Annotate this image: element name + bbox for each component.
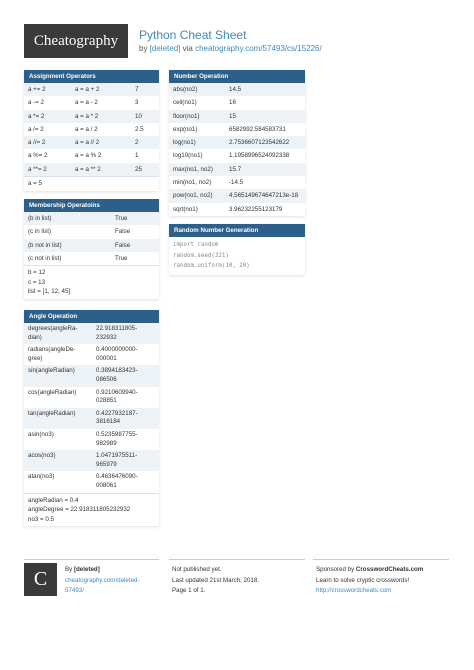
code-line: random.uniform(10, 20): [173, 263, 250, 269]
cell-result: 1: [135, 152, 139, 160]
table-row: [24, 408, 159, 429]
assignment-note: a = 5: [24, 176, 159, 191]
cell-expression: a %= 2: [28, 152, 48, 160]
cell-result: 7: [135, 86, 139, 93]
cell-text: 086506: [96, 375, 117, 383]
cell-function: ceil(no1): [173, 99, 197, 107]
table-row: [24, 96, 159, 109]
cell-text: acos(no3): [28, 452, 56, 460]
by-prefix: by: [139, 44, 148, 53]
footer-author-line: [65, 565, 140, 576]
table-row: [169, 83, 305, 96]
membership-note: list = [1, 12, 45]: [28, 288, 71, 296]
table-row: [24, 365, 159, 386]
table-row: [24, 136, 159, 149]
random-heading: Random Number Generation: [169, 224, 305, 237]
cell-result: [92, 473, 159, 490]
cell-result: 1.1958996524092338: [229, 152, 290, 160]
table-row: [24, 429, 159, 450]
membership-note: b = 12: [28, 269, 46, 277]
table-row: [24, 83, 159, 96]
cell-expression: a /= 2: [28, 125, 44, 133]
footer-sponsor-block: [316, 565, 423, 597]
page-number: Page 1 of 1.: [172, 587, 206, 594]
last-updated: Last updated 21st March, 2018.: [172, 576, 260, 584]
cell-text: 0.3894183423-: [96, 367, 138, 375]
number-panel: [169, 70, 305, 216]
table-row: [24, 239, 159, 252]
footer-divider: [169, 559, 305, 560]
cheatography-logo[interactable]: Cheatography: [24, 24, 128, 58]
cell-function: pow(no1, no2): [173, 192, 213, 200]
sponsor-prefix: Sponsored by: [316, 566, 355, 573]
sponsor-line: [316, 565, 423, 576]
cell-expression: (b not in list): [28, 241, 62, 249]
table-row: [169, 203, 305, 216]
footer-divider: [24, 559, 159, 560]
angle-note: angleDegree = 22.918311805232932: [28, 506, 131, 513]
sponsor-tagline: Learn to solve cryptic crosswords!: [316, 576, 410, 584]
cell-expression: (c not in list): [28, 254, 62, 262]
cell-text: dian): [28, 333, 42, 341]
table-row: [24, 450, 159, 471]
random-code-block: [169, 237, 305, 275]
cell-function: [24, 431, 92, 440]
cell-text: 0.4636476090-: [96, 473, 138, 481]
code-line: random.seed(321): [173, 252, 229, 259]
table-row: [24, 225, 159, 238]
cell-result: 15: [229, 112, 236, 120]
angle-note: angleRadian = 0.4: [28, 496, 79, 504]
cell-expression: a **= 2: [28, 165, 47, 173]
cell-function: exp(no1): [173, 125, 198, 133]
byline: [139, 44, 322, 53]
cell-result: True: [115, 215, 128, 222]
page-title: Python Cheat Sheet: [139, 28, 247, 42]
cell-result: [92, 410, 159, 427]
angle-note: no3 = 0.5: [28, 515, 54, 523]
cell-function: [24, 325, 92, 342]
cell-text: 0.5235987755-: [96, 430, 138, 438]
cell-result: 10: [135, 112, 142, 120]
cell-text: gree): [28, 354, 43, 362]
cell-function: [24, 452, 92, 461]
published-status: Not published yet.: [172, 566, 222, 573]
via-text: via: [182, 44, 193, 53]
cell-result: 25: [135, 165, 142, 173]
cell-result: [92, 431, 159, 448]
table-row: [24, 163, 159, 176]
cell-text: radians(angleDe-: [28, 346, 76, 354]
table-row: [169, 149, 305, 162]
cell-result: 2.7536607123542622: [229, 139, 290, 147]
cell-text: degrees(angleRa-: [28, 325, 78, 332]
angle-table: [24, 323, 159, 493]
cell-text: 028851: [96, 397, 117, 405]
cell-result: 15.7: [229, 165, 242, 173]
angle-heading: Angle Operation: [24, 310, 159, 323]
cell-result: [92, 367, 159, 384]
cell-result: False: [115, 241, 131, 249]
cell-function: log10(no1): [173, 152, 203, 160]
cell-function: [24, 367, 92, 376]
table-row: [24, 123, 159, 136]
author-link[interactable]: [deleted]: [149, 44, 181, 53]
cell-text: 1.0471975511-: [96, 452, 138, 460]
table-row: [24, 344, 159, 365]
cell-text: asin(no3): [28, 430, 54, 438]
cell-function: [24, 410, 92, 419]
cell-expression: a += 2: [28, 86, 46, 93]
assignment-panel: [24, 70, 159, 191]
number-heading: Number Operation: [169, 70, 305, 83]
cell-function: max(no1, no2): [173, 165, 213, 173]
cell-function: [24, 346, 92, 363]
cell-result: 4.565149674647213e-18: [229, 192, 299, 200]
angle-notes: [24, 493, 159, 527]
table-row: [24, 252, 159, 265]
cell-text: 008061: [96, 481, 117, 489]
cell-text: sin(angleRadian): [28, 367, 75, 375]
membership-table: [24, 212, 159, 265]
cell-text: 982989: [96, 439, 117, 447]
cell-text: 0.4000000000-: [96, 346, 138, 354]
assignment-heading: Assignment Operators: [24, 70, 159, 83]
cell-text: atan(no3): [28, 473, 55, 481]
footer-divider: [313, 559, 449, 560]
footer-author: [deleted]: [73, 566, 100, 573]
cell-result: [92, 325, 159, 342]
sponsor-url[interactable]: http://crosswordcheats.com: [316, 587, 392, 594]
table-row: [24, 323, 159, 344]
cell-expression: a *= 2: [28, 112, 45, 120]
table-row: [169, 96, 305, 109]
cell-result: -14.5: [229, 179, 244, 187]
cell-result: 6582992.584583731: [229, 125, 286, 133]
assignment-table: [24, 83, 159, 176]
cell-equivalent: a = a - 2: [75, 99, 98, 107]
cell-function: abs(no2): [173, 86, 198, 93]
cell-result: 2: [135, 139, 139, 147]
table-row: [169, 176, 305, 189]
footer-author-url[interactable]: cheatography.com/deleted-: [65, 576, 140, 584]
cell-text: 3816184: [96, 418, 121, 426]
cell-text: 0.4227932187-: [96, 409, 138, 417]
table-row: [169, 163, 305, 176]
table-row: [169, 110, 305, 123]
cell-result: 3: [135, 99, 139, 107]
cell-expression: (c in list): [28, 228, 52, 236]
cell-function: log(no1): [173, 139, 196, 147]
cell-function: [24, 389, 92, 398]
cell-equivalent: a = a + 2: [75, 86, 100, 93]
cell-text: 965979: [96, 460, 117, 468]
sponsor-name[interactable]: CrosswordCheats.com: [355, 566, 424, 573]
cell-equivalent: a = a / 2: [75, 125, 98, 133]
random-panel: [169, 224, 305, 275]
table-row: [169, 189, 305, 202]
cell-result: [92, 389, 159, 406]
membership-note: c = 13: [28, 278, 46, 286]
cell-function: min(no1, no2): [173, 179, 212, 187]
code-line: import random: [173, 242, 219, 248]
cell-result: False: [115, 228, 131, 236]
table-row: [24, 212, 159, 225]
cell-result: 14.5: [229, 86, 242, 93]
table-row: [169, 123, 305, 136]
cell-equivalent: a = a ** 2: [75, 165, 101, 173]
membership-notes: [24, 265, 159, 299]
table-row: [169, 136, 305, 149]
cell-result: [92, 452, 159, 469]
membership-heading: Membership Operatoins: [24, 199, 159, 212]
table-row: [24, 110, 159, 123]
cell-expression: (b in list): [28, 215, 52, 222]
cell-result: 2.5: [135, 125, 144, 133]
cell-result: 16: [229, 99, 236, 107]
number-table: [169, 83, 305, 216]
cell-text: tan(angleRadian): [28, 409, 76, 417]
cell-text: cos(angleRadian): [28, 388, 77, 396]
footer-author-url[interactable]: 57493/: [65, 587, 84, 594]
sheet-url-link[interactable]: cheatography.com/57493/cs/15226/: [195, 44, 322, 53]
cell-equivalent: a = a % 2: [75, 152, 102, 160]
cell-result: [92, 346, 159, 363]
footer-publish-block: [172, 565, 259, 597]
cell-function: sqrt(no1): [173, 205, 198, 213]
cell-result: 3.96232255123179: [229, 205, 283, 213]
membership-panel: [24, 199, 159, 299]
table-row: [24, 149, 159, 162]
cell-text: 22.918311805-: [96, 325, 138, 332]
footer-by: By: [65, 566, 73, 573]
cell-text: 000001: [96, 354, 117, 362]
cell-function: [24, 473, 92, 482]
cell-result: True: [115, 254, 128, 262]
cell-text: 0.9210609940-: [96, 388, 138, 396]
footer-author-block: [65, 565, 140, 597]
footer-logo[interactable]: C: [24, 563, 57, 596]
cell-equivalent: a = a * 2: [75, 112, 99, 120]
angle-panel: [24, 310, 159, 526]
cell-function: floor(no1): [173, 112, 200, 120]
table-row: [24, 471, 159, 492]
cell-expression: a //= 2: [28, 139, 46, 147]
cell-equivalent: a = a // 2: [75, 139, 100, 147]
table-row: [24, 387, 159, 408]
cell-text: 232932: [96, 333, 117, 341]
cell-expression: a -= 2: [28, 99, 44, 107]
